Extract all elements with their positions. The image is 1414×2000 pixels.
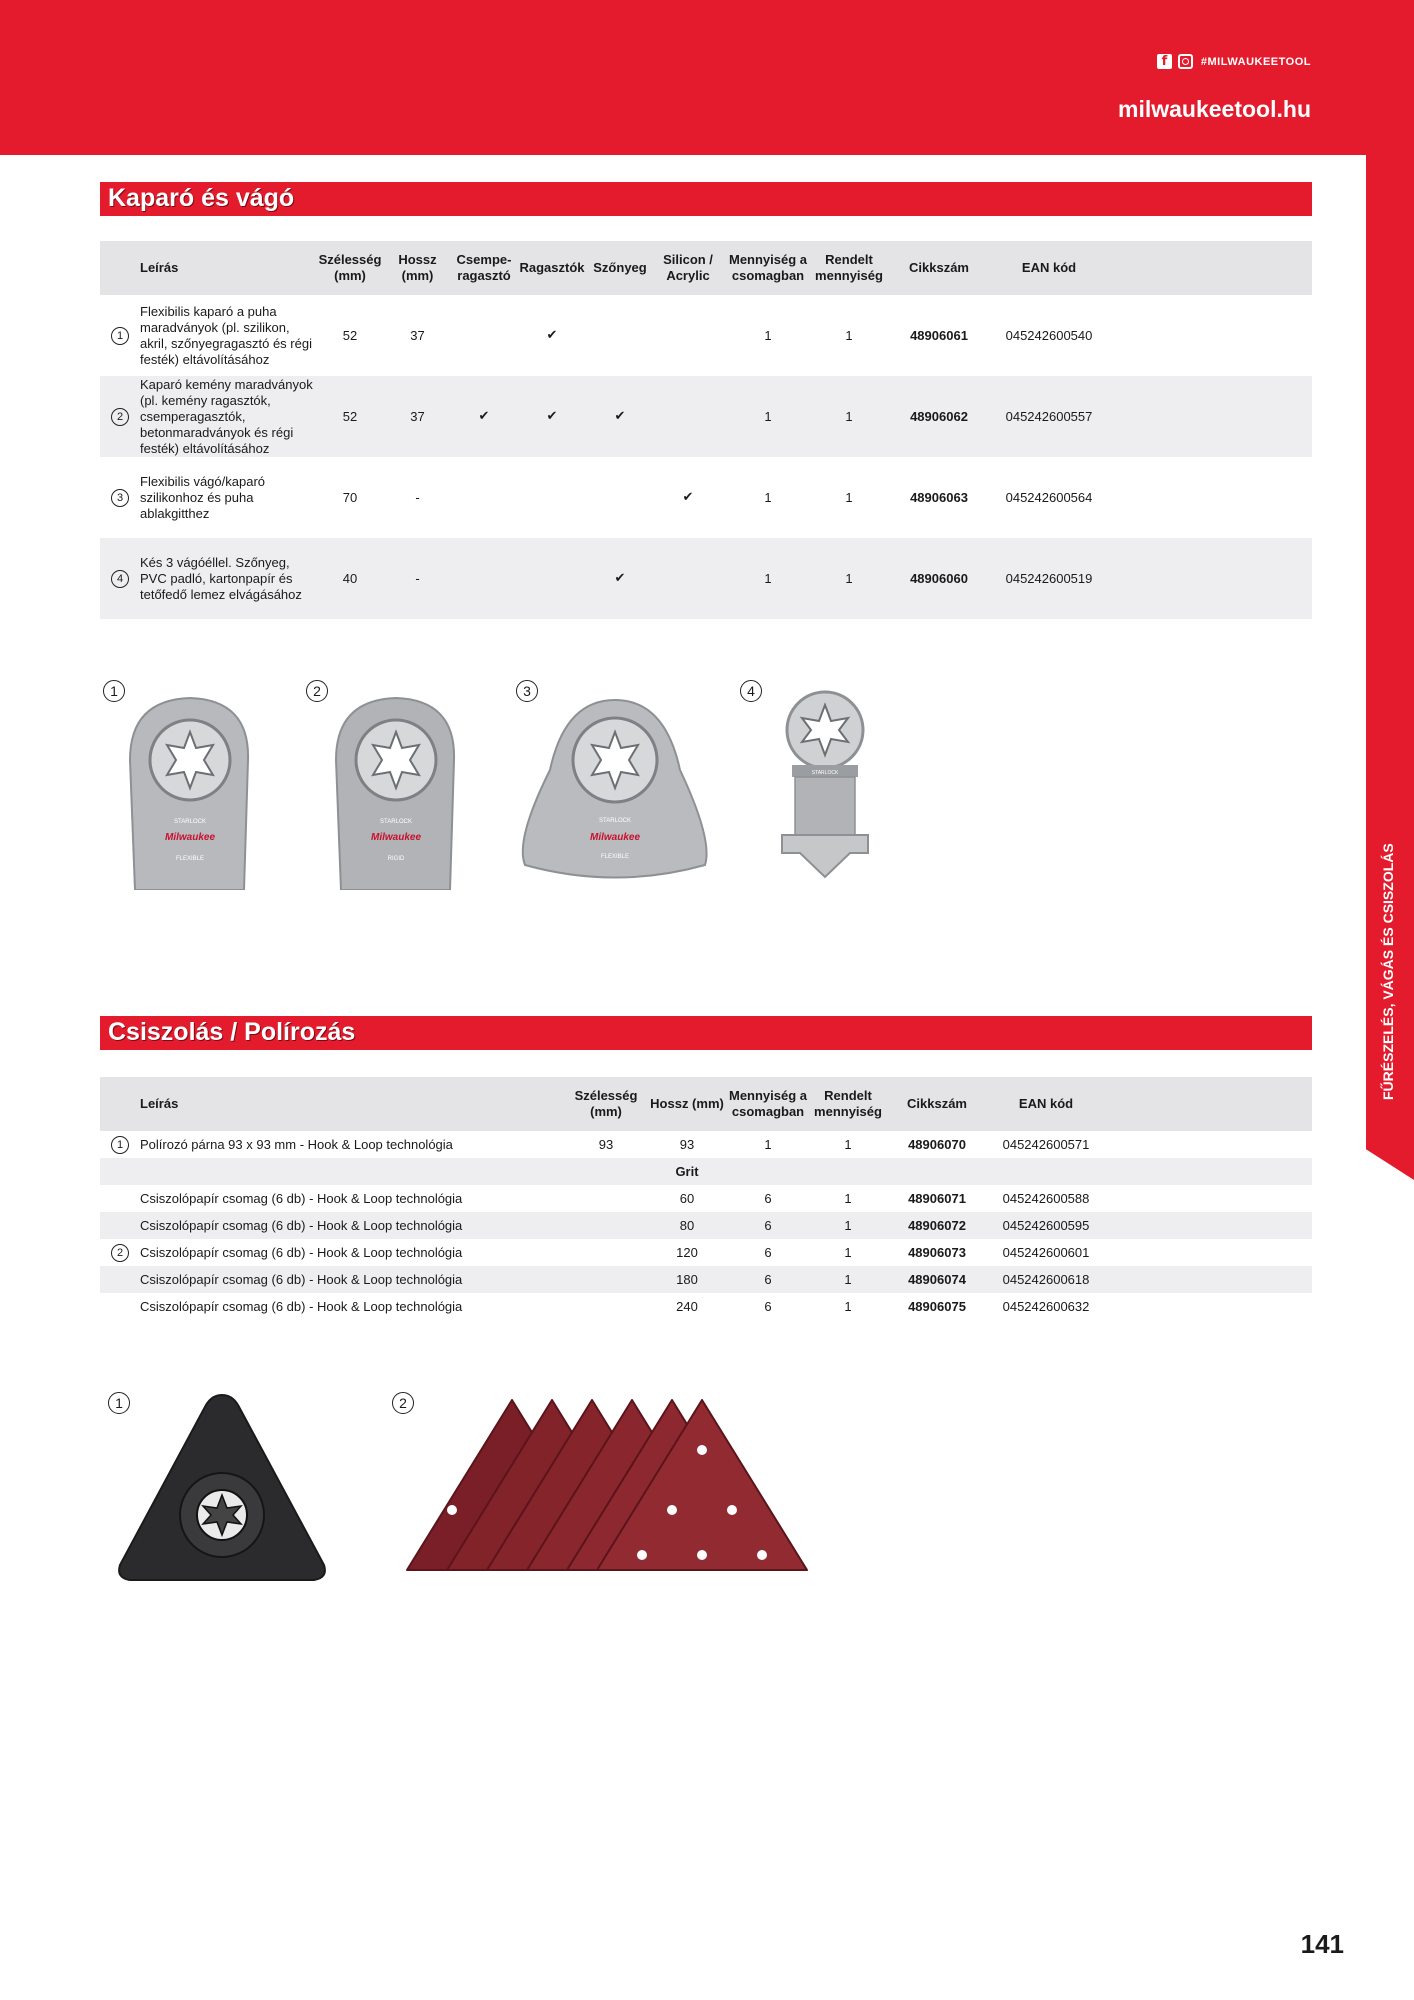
row-description: Csiszolópapír csomag (6 db) - Hook & Loop technológia	[140, 1212, 565, 1239]
row-grit: 80	[647, 1212, 727, 1239]
col-order-qty: Rendelt mennyiség	[809, 1077, 887, 1131]
image-label: 1	[108, 1392, 130, 1414]
row-number: 4	[111, 570, 129, 588]
section-header-sanding	[100, 1016, 1312, 1050]
row-sku: 48906060	[884, 538, 994, 619]
col-sku: Cikkszám	[884, 241, 994, 295]
row-sku: 48906071	[908, 1190, 966, 1206]
row-description: Flexibilis vágó/kaparó szilikonhoz és puha ablakgitthez	[140, 473, 266, 521]
row-ean: 045242600519	[994, 538, 1104, 619]
section-header-scrapers	[100, 182, 1312, 216]
grit-label: Grit	[647, 1158, 727, 1185]
row-width: 52	[342, 327, 358, 343]
row-sku: 48906073	[908, 1244, 966, 1260]
blade-brand: Milwaukee	[589, 832, 641, 843]
row-order-qty: 1	[845, 489, 853, 505]
row-order-qty: 1	[814, 376, 884, 457]
blade-brand: Milwaukee	[370, 832, 422, 843]
blade-brand: Milwaukee	[164, 832, 216, 843]
row-sku: 48906075	[908, 1298, 966, 1314]
row-adhesive: ✔	[546, 327, 558, 343]
row-width: 70	[342, 489, 358, 505]
row-number: 2	[111, 408, 129, 426]
row-ean: 045242600564	[1005, 489, 1093, 505]
row-carpet	[586, 457, 654, 538]
row-pack-qty: 6	[727, 1212, 809, 1239]
polishing-pad-image	[112, 1390, 332, 1585]
blade-text: STARLOCK	[811, 770, 839, 776]
row-ean: 045242600540	[1005, 327, 1093, 343]
row-silicon: ✔	[682, 489, 694, 505]
hashtag: #MILWAUKEETOOL	[1200, 55, 1311, 68]
facebook-icon[interactable]: f	[1157, 54, 1172, 69]
table-row	[100, 376, 1312, 457]
image-label: 3	[516, 680, 538, 702]
page-number: 141	[1300, 1929, 1344, 1959]
blade-text: FLEXIBLE	[600, 854, 630, 860]
table-row	[100, 1185, 1312, 1212]
image-label: 4	[740, 680, 762, 702]
flexible-cutter-blade-image	[515, 690, 715, 890]
image-label: 2	[392, 1392, 414, 1414]
row-order-qty: 1	[809, 1212, 887, 1239]
row-length: -	[385, 538, 450, 619]
section-title: Kaparó és vágó	[108, 184, 295, 212]
row-grit: 240	[676, 1298, 698, 1314]
social-links	[1157, 54, 1311, 69]
row-pack-qty: 6	[727, 1266, 809, 1293]
blade-text: FLEXIBLE	[175, 856, 205, 862]
row-tile: ✔	[450, 376, 518, 457]
row-ean: 045242600588	[1002, 1190, 1090, 1206]
table-row	[100, 538, 1312, 619]
table-row	[100, 1293, 1312, 1320]
col-silicon: Silicon / Acrylic	[654, 241, 722, 295]
row-grit: 180	[647, 1266, 727, 1293]
row-width: 93	[598, 1136, 614, 1152]
table-row	[100, 295, 1312, 376]
row-sku: 48906063	[910, 489, 968, 505]
table-row	[100, 1131, 1312, 1158]
table-row	[100, 1212, 1312, 1239]
col-ean: EAN kód	[987, 1077, 1105, 1131]
row-description: Csiszolópapír csomag (6 db) - Hook & Loop technológia	[140, 1266, 565, 1293]
row-grit: 120	[676, 1244, 698, 1260]
col-tile-adhesive: Csempe-ragasztó	[450, 241, 518, 295]
scraper-table	[100, 241, 1312, 619]
row-order-qty: 1	[809, 1266, 887, 1293]
col-width: Szélesség (mm)	[565, 1077, 647, 1131]
flexible-scraper-blade-image	[120, 690, 260, 890]
col-length: Hossz (mm)	[385, 241, 450, 295]
row-carpet: ✔	[586, 376, 654, 457]
col-ean: EAN kód	[994, 241, 1104, 295]
row-silicon	[654, 376, 722, 457]
row-width: 52	[315, 376, 385, 457]
image-label: 1	[103, 680, 125, 702]
col-adhesives: Ragasztók	[518, 241, 586, 295]
row-order-qty: 1	[844, 1136, 852, 1152]
row-pack-qty: 1	[764, 1136, 772, 1152]
row-description: Csiszolópapír csomag (6 db) - Hook & Loop technológia	[140, 1244, 463, 1260]
row-ean: 045242600557	[994, 376, 1104, 457]
col-length: Hossz (mm)	[647, 1077, 727, 1131]
col-order-qty: Rendelt mennyiség	[814, 241, 884, 295]
table-row	[100, 1266, 1312, 1293]
row-length: 93	[679, 1136, 695, 1152]
row-ean: 045242600618	[987, 1266, 1105, 1293]
row-number: 1	[111, 327, 129, 345]
row-silicon	[654, 538, 722, 619]
row-length: -	[415, 489, 420, 505]
header-bar	[0, 0, 1414, 155]
row-pack-qty: 6	[764, 1244, 772, 1260]
row-description: Kés 3 vágóéllel. Szőnyeg, PVC padló, kartonpapír és tetőfedő lemez elvágásához	[140, 538, 315, 619]
row-number: 3	[111, 489, 129, 507]
grit-header-row	[100, 1158, 1312, 1185]
table-header	[100, 241, 1312, 295]
side-label: FŰRÉSZELÉS, VÁGÁS ÉS CSISZOLÁS	[1380, 843, 1396, 1100]
row-ean: 045242600632	[1002, 1298, 1090, 1314]
row-sku: 48906070	[908, 1136, 966, 1152]
website-link[interactable]: milwaukeetool.hu	[1118, 96, 1311, 122]
row-order-qty: 1	[844, 1190, 852, 1206]
row-number: 1	[111, 1136, 129, 1154]
blade-text: RIGID	[387, 856, 405, 862]
row-ean: 045242600571	[1002, 1136, 1090, 1152]
row-sku: 48906061	[910, 327, 968, 343]
row-description: Flexibilis kaparó a puha maradványok (pl. szilikon, akril, szőnyegragasztó és régi festék) eltávolításához	[140, 303, 312, 367]
row-tile	[450, 457, 518, 538]
row-sku: 48906074	[887, 1266, 987, 1293]
instagram-icon[interactable]	[1178, 54, 1193, 69]
row-silicon	[654, 295, 722, 376]
row-ean: 045242600595	[987, 1212, 1105, 1239]
table-row	[100, 457, 1312, 538]
row-description: Csiszolópapír csomag (6 db) - Hook & Loop technológia	[140, 1190, 463, 1206]
row-number: 2	[111, 1244, 129, 1262]
row-carpet: ✔	[586, 538, 654, 619]
col-description: Leírás	[140, 241, 315, 295]
blade-text: STARLOCK	[174, 819, 206, 825]
row-description: Polírozó párna 93 x 93 mm - Hook & Loop technológia	[140, 1136, 453, 1152]
row-width: 40	[315, 538, 385, 619]
row-tile	[450, 295, 518, 376]
table-row	[100, 1239, 1312, 1266]
rigid-scraper-blade-image	[326, 690, 466, 890]
col-carpet: Szőnyeg	[586, 241, 654, 295]
row-order-qty: 1	[844, 1244, 852, 1260]
row-order-qty: 1	[844, 1298, 852, 1314]
row-pack-qty: 1	[722, 538, 814, 619]
row-pack-qty: 1	[764, 327, 772, 343]
knife-blade-image	[770, 685, 880, 885]
col-pack-qty: Mennyiség a csomagban	[722, 241, 814, 295]
col-pack-qty: Mennyiség a csomagban	[727, 1077, 809, 1131]
row-adhesive	[518, 538, 586, 619]
row-tile	[450, 538, 518, 619]
row-carpet	[586, 295, 654, 376]
blade-text: STARLOCK	[380, 819, 412, 825]
row-pack-qty: 1	[764, 489, 772, 505]
row-pack-qty: 1	[722, 376, 814, 457]
row-order-qty: 1	[845, 327, 853, 343]
row-sku: 48906062	[884, 376, 994, 457]
row-pack-qty: 6	[764, 1298, 772, 1314]
col-width: Szélesség (mm)	[315, 241, 385, 295]
table-header	[100, 1077, 1312, 1131]
row-order-qty: 1	[814, 538, 884, 619]
col-sku: Cikkszám	[887, 1077, 987, 1131]
col-description: Leírás	[140, 1077, 565, 1131]
row-length: 37	[385, 376, 450, 457]
blade-text: STARLOCK	[599, 818, 631, 824]
sanding-table	[100, 1077, 1312, 1320]
sanding-paper-pack-image	[402, 1390, 812, 1590]
row-length: 37	[410, 327, 425, 343]
image-label: 2	[306, 680, 328, 702]
row-description: Kaparó kemény maradványok (pl. kemény ragasztók, csemperagasztók, betonmaradványok és régi festék) eltávolításához	[140, 376, 315, 457]
row-pack-qty: 6	[764, 1190, 772, 1206]
row-grit: 60	[679, 1190, 695, 1206]
row-sku: 48906072	[887, 1212, 987, 1239]
row-adhesive	[518, 457, 586, 538]
row-description: Csiszolópapír csomag (6 db) - Hook & Loop technológia	[140, 1298, 463, 1314]
section-title: Csiszolás / Polírozás	[108, 1018, 356, 1046]
row-ean: 045242600601	[1002, 1244, 1090, 1260]
row-adhesive: ✔	[518, 376, 586, 457]
